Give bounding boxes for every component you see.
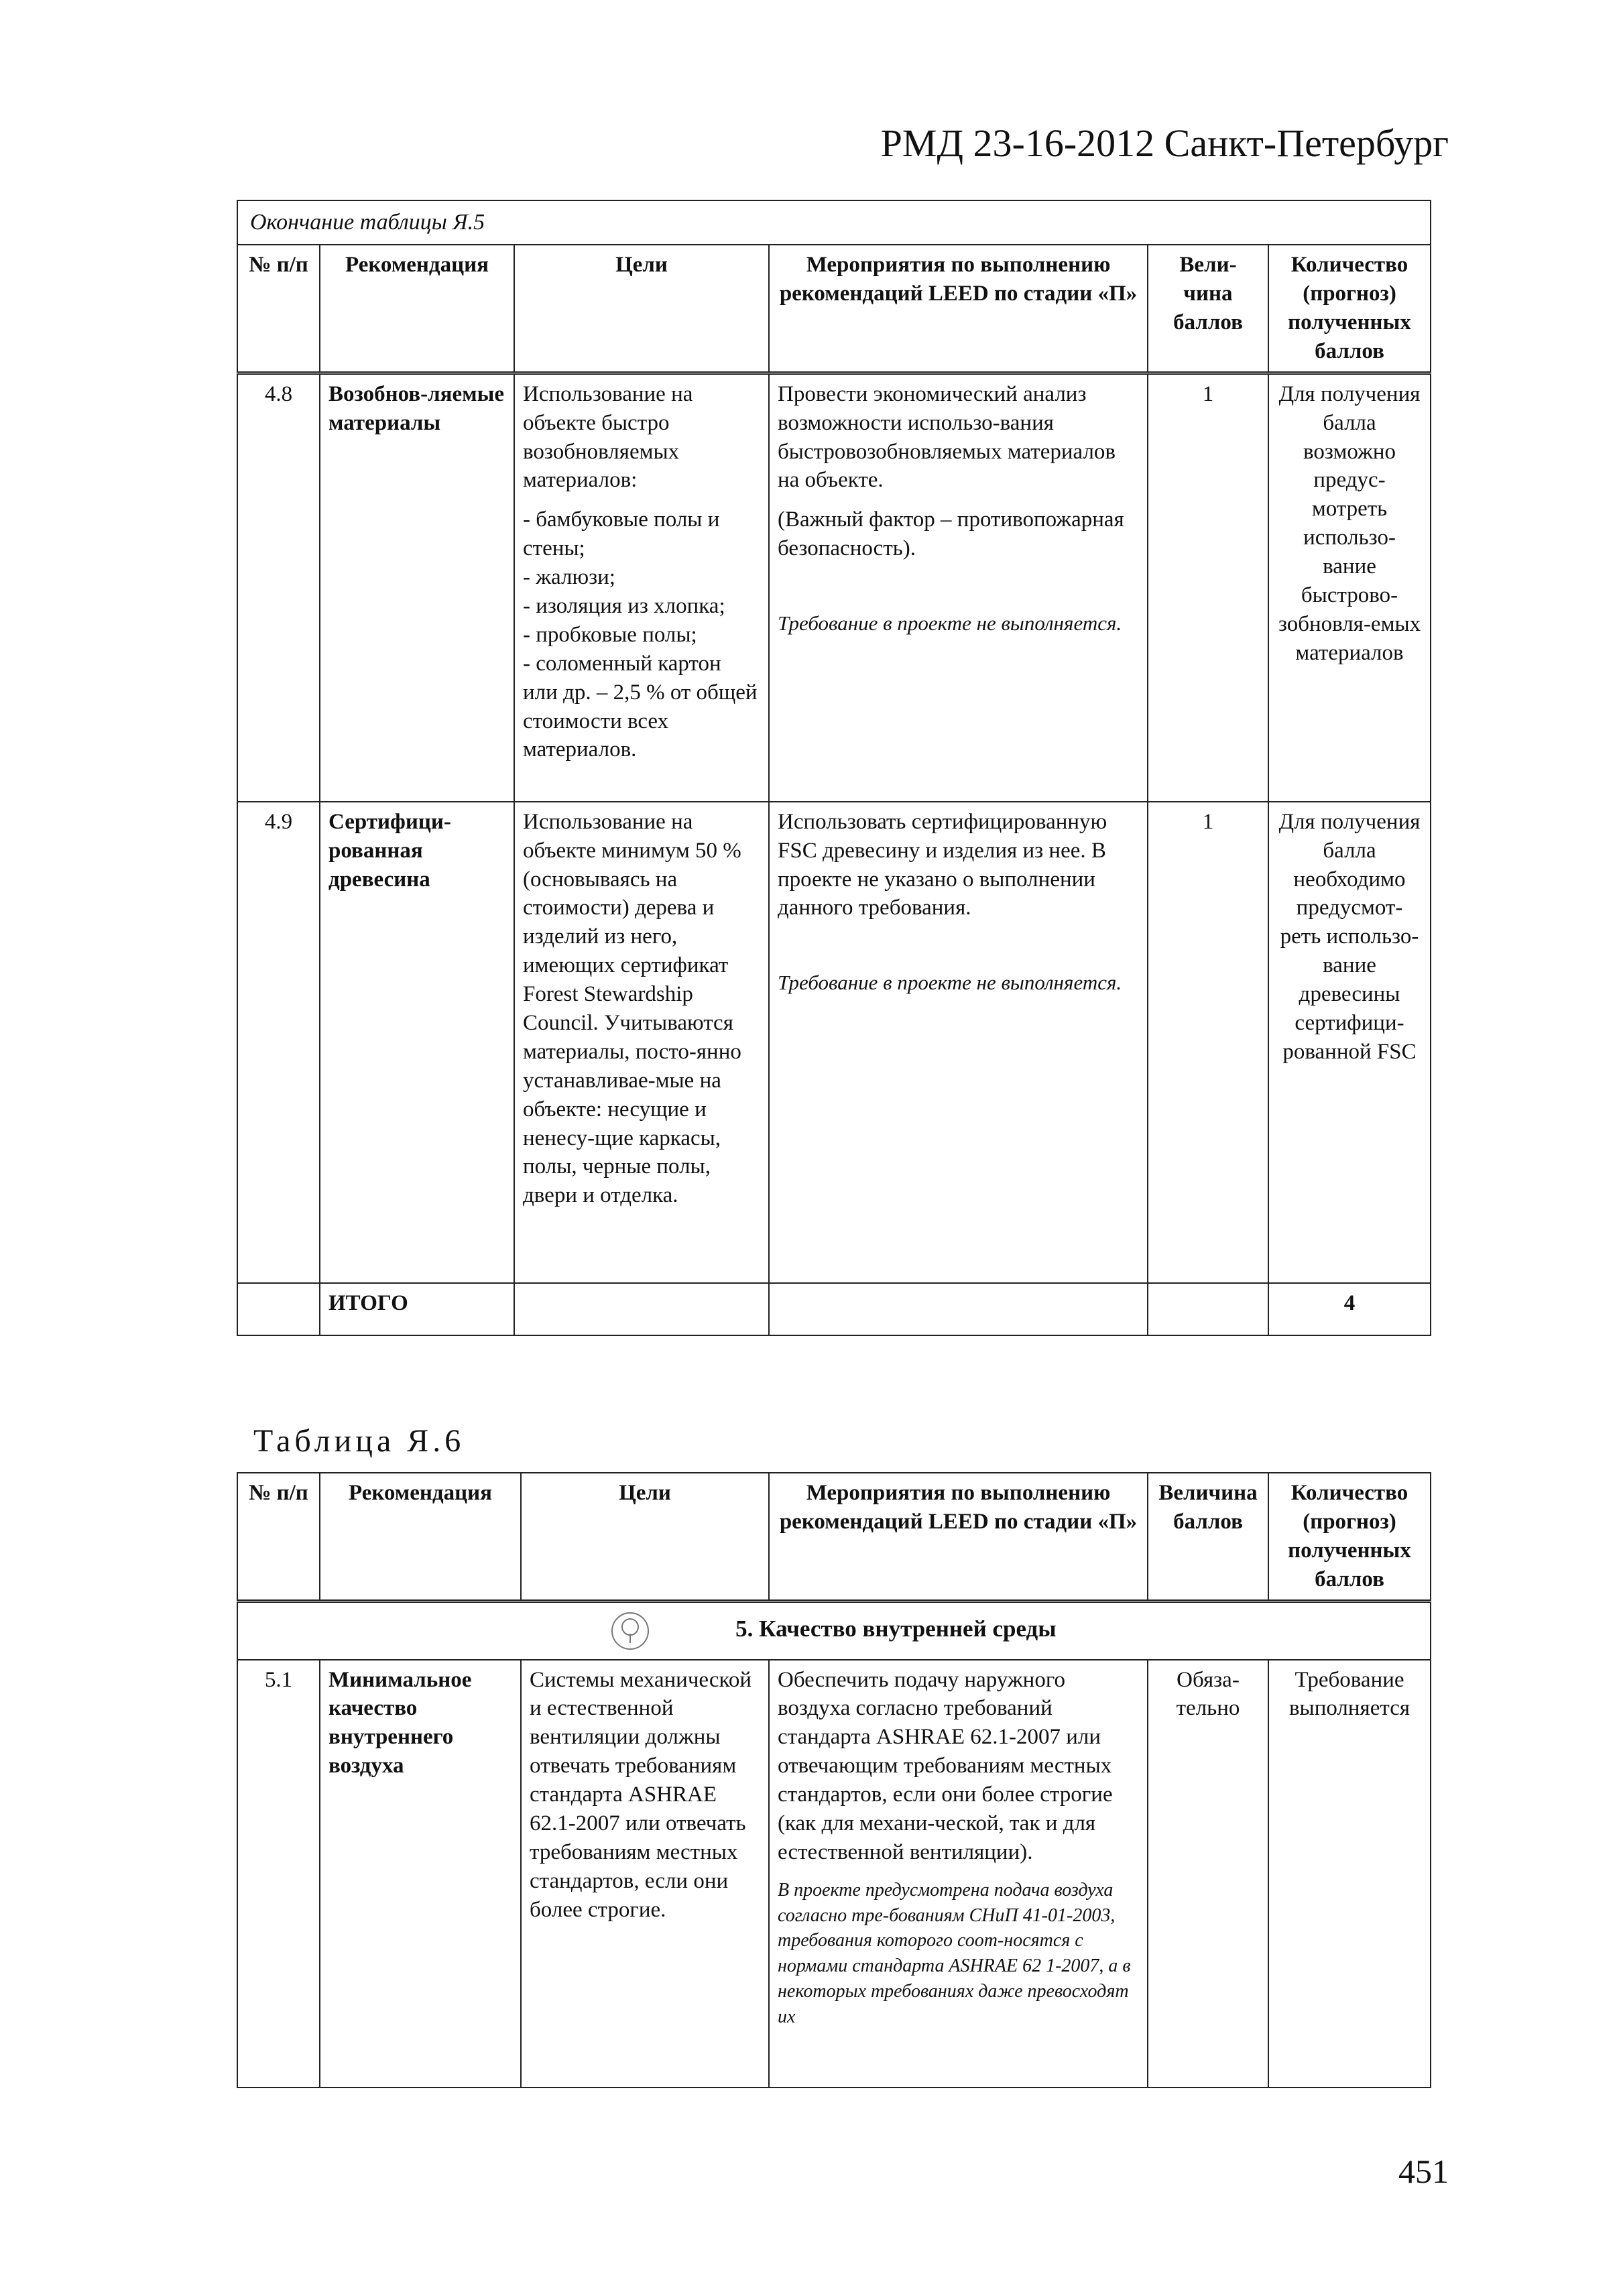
total-value: 4 bbox=[1268, 1283, 1431, 1335]
row-measures bbox=[769, 1660, 1148, 2088]
measures-note: Требование в проекте не выполняется. bbox=[778, 611, 1122, 636]
row-recommendation: Сертифици-рованная древесина bbox=[320, 802, 514, 1283]
table-header-row bbox=[237, 1473, 1431, 1601]
col-header-forecast: Количество (прогноз) полученных баллов bbox=[1268, 245, 1431, 373]
total-empty-cell bbox=[1148, 1283, 1268, 1335]
measures-text: Провести экономический анализ возможности использо-вания быстровозобновляемых материалов на объекте. bbox=[778, 381, 1116, 493]
section-row bbox=[237, 1601, 1431, 1660]
row-recommendation: Минимальное качество внутреннего воздуха bbox=[320, 1660, 521, 2088]
document-header: РМД 23-16-2012 Санкт-Петербург bbox=[880, 121, 1449, 165]
row-goals bbox=[514, 802, 769, 1283]
row-num: 4.8 bbox=[237, 373, 320, 802]
col-header-forecast: Количество (прогноз) полученных баллов bbox=[1268, 1473, 1431, 1601]
row-num: 4.9 bbox=[237, 802, 320, 1283]
measures-text: (Важный фактор – противопожарная безопасность). bbox=[778, 507, 1124, 561]
row-forecast: Для получения балла возможно предус-мотреть использо-вание быстрово-зобновля-емых материалов bbox=[1268, 373, 1431, 802]
row-points: 1 bbox=[1148, 373, 1268, 802]
table-row bbox=[237, 802, 1431, 1283]
measures-note: Требование в проекте не выполняется. bbox=[778, 971, 1122, 995]
col-header-num: № п/п bbox=[237, 1473, 320, 1601]
col-header-measures: Мероприятия по выполнению рекомендаций LEED по стадии «П» bbox=[769, 1473, 1148, 1601]
tree-emblem-icon bbox=[611, 1612, 649, 1650]
col-header-num: № п/п bbox=[237, 245, 320, 373]
goals-text: Использование на объекте быстро возобновляемых материалов: bbox=[523, 381, 693, 493]
total-row bbox=[237, 1283, 1431, 1335]
total-empty-cell bbox=[237, 1283, 320, 1335]
row-forecast: Требование выполняется bbox=[1268, 1660, 1431, 2088]
page-number: 451 bbox=[1398, 2153, 1449, 2190]
row-goals bbox=[514, 373, 769, 802]
row-num: 5.1 bbox=[237, 1660, 320, 2088]
row-goals: Системы механической и естественной вентиляции должны отвечать требованиям стандарта ASHRAE 62.1-2007 или отвечать требованиям местных стандартов, если они более строгие. bbox=[521, 1660, 769, 2088]
col-header-goals: Цели bbox=[514, 245, 769, 373]
col-header-goals: Цели bbox=[521, 1473, 769, 1601]
table-ya6 bbox=[237, 1472, 1431, 2088]
table-row bbox=[237, 373, 1431, 802]
col-header-measures: Мероприятия по выполнению рекомендаций LEED по стадии «П» bbox=[769, 245, 1148, 373]
table-caption: Окончание таблицы Я.5 bbox=[237, 200, 1431, 245]
row-recommendation: Возобнов-ляемые материалы bbox=[320, 373, 514, 802]
total-empty-cell bbox=[514, 1283, 769, 1335]
col-header-recommendation: Рекомендация bbox=[320, 245, 514, 373]
table-ya6-title: Таблица Я.6 bbox=[253, 1423, 465, 1459]
total-label: ИТОГО bbox=[320, 1283, 514, 1335]
row-forecast: Для получения балла необходимо предусмот-реть использо-вание древесины сертифици-рованной FSC bbox=[1268, 802, 1431, 1283]
measures-note: В проекте предусмотрена подача воздуха согласно тре-бованиям СНиП 41-01-2003, требования которого соот-носятся с нормами стандарта ASHRAE 62 1-2007, а в некоторых требованиях даже превосходят их bbox=[778, 1879, 1131, 2027]
row-measures bbox=[769, 802, 1148, 1283]
total-empty-cell bbox=[769, 1283, 1148, 1335]
goals-list: - бамбуковые полы и стены; - жалюзи; - изоляция из хлопка; - пробковые полы; - соломенный картон или др. – 2,5 % от общей стоимости всех материалов. bbox=[523, 507, 758, 762]
table-row bbox=[237, 1660, 1431, 2088]
row-points: Обяза-тельно bbox=[1148, 1660, 1268, 2088]
goals-text: Использование на объекте минимум 50 % (основываясь на стоимости) дерева и изделий из него, имеющих сертификат Forest Stewardship Council. Учитываются материалы, посто-янно устанавливае-мые на объекте: несущие и ненесу-щие каркасы, полы, черные полы, двери и отделка. bbox=[523, 809, 741, 1208]
table-ya5-continued bbox=[237, 200, 1431, 1336]
col-header-points: Величина баллов bbox=[1148, 1473, 1268, 1601]
measures-text: Обеспечить подачу наружного воздуха согласно требований стандарта ASHRAE 62.1-2007 или отвечающим требованиям местных стандартов, если они более строгие (как для механи-ческой, так и для естественной вентиляции). bbox=[778, 1667, 1113, 1864]
col-header-points: Вели-чина баллов bbox=[1148, 245, 1268, 373]
table-header-row bbox=[237, 245, 1431, 373]
measures-text: Использовать сертифицированную FSC древесину и изделия из нее. В проекте не указано о выполнении данного требования. bbox=[778, 809, 1107, 920]
row-measures bbox=[769, 373, 1148, 802]
section-title: 5. Качество внутренней среды bbox=[735, 1615, 1057, 1642]
col-header-recommendation: Рекомендация bbox=[320, 1473, 521, 1601]
row-points: 1 bbox=[1148, 802, 1268, 1283]
section-cell bbox=[237, 1601, 1431, 1660]
